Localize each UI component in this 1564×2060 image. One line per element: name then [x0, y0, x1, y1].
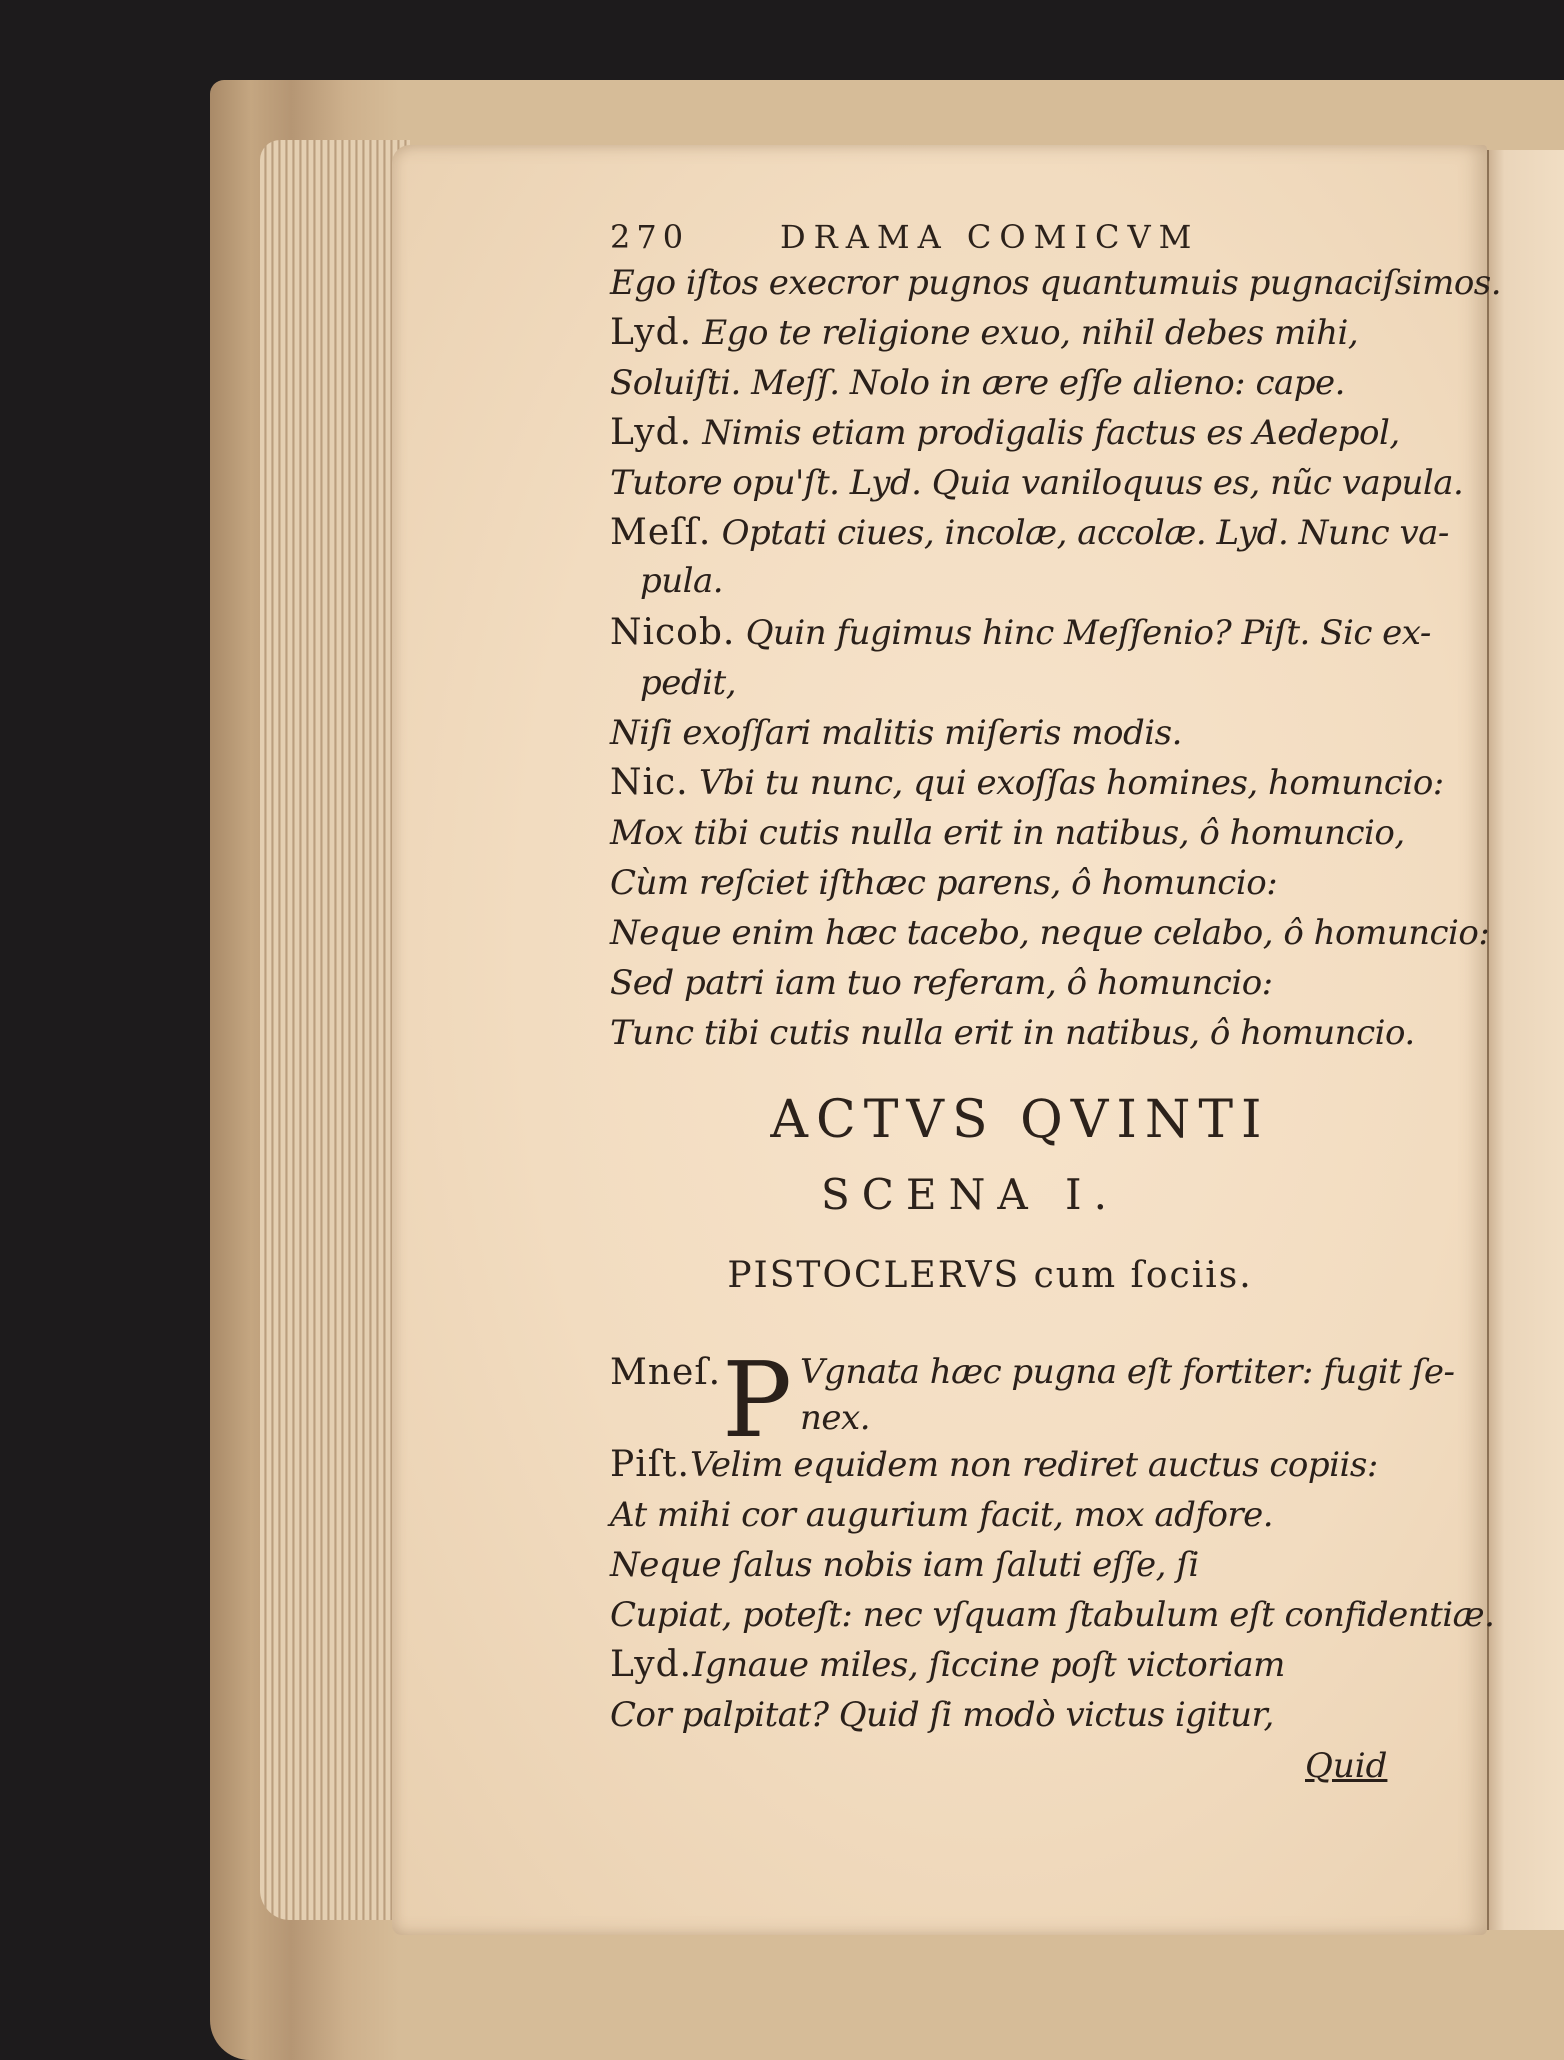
verse-line: Meſſ. Optati ciues, incolæ, accolæ. Lyd. Nunc va-	[610, 512, 1449, 553]
verse-line: Mox tibi cutis nulla erit in natibus, ô homuncio,	[610, 813, 1405, 853]
verse-line: At mihi cor augurium facit, mox adfore.	[610, 1495, 1274, 1535]
verse-line: Neque enim hæc tacebo, neque celabo, ô homuncio:	[610, 913, 1490, 953]
verse-line: nex.	[800, 1398, 871, 1438]
verse-line: Lyd. Nimis etiam prodigalis factus es Aedepol,	[610, 412, 1400, 453]
verse-line: Neque ſalus nobis iam ſaluti eſſe, ſi	[610, 1545, 1199, 1585]
page-number: 270	[610, 218, 690, 256]
verse-line: pula.	[640, 561, 724, 601]
verse-line: Niſi exoſſari malitis miſeris modis.	[610, 713, 1182, 753]
verse-line: Sed patri iam tuo referam, ô homuncio:	[610, 963, 1273, 1003]
verse-line: Lyd. Ego te religione exuo, nihil debes mihi,	[610, 312, 1359, 353]
verse-line: Nicob. Quin fugimus hinc Meſſenio? Piſt. Sic ex-	[610, 612, 1431, 653]
page-header	[610, 218, 1230, 262]
verse-line: Lyd.Ignaue miles, ſiccine poſt victoriam	[610, 1644, 1285, 1685]
facing-page-edge	[1487, 150, 1564, 1930]
act-title: ACTVS QVINTI	[770, 1090, 1270, 1150]
verse-line: Soluiſti. Meſſ. Nolo in ære eſſe alieno: cape.	[610, 363, 1345, 403]
verse-line: Vgnata hæc pugna eſt fortiter: fugit ſe-	[800, 1352, 1455, 1392]
verse-line: Tutore opu'ſt. Lyd. Quia vaniloquus es, nũc vapula.	[610, 463, 1464, 503]
page-edges	[260, 140, 410, 1920]
verse-line: Nic. Vbi tu nunc, qui exoſſas homines, homuncio:	[610, 762, 1444, 803]
verse-line: Ego iſtos execror pugnos quantumuis pugnaciſsimos.	[610, 263, 1502, 303]
verse-line: Cor palpitat? Quid ſi modò victus igitur,	[610, 1695, 1274, 1735]
scene-title: SCENA I.	[821, 1170, 1119, 1219]
verse-line: Piſt.Velim equidem non rediret auctus copiis:	[610, 1444, 1378, 1485]
drop-capital: P	[722, 1339, 792, 1461]
dramatis-personae: PISTOCLERVS cum ſociis.	[727, 1255, 1253, 1296]
running-title: DRAMA COMICVM	[780, 218, 1200, 256]
verse-line: Tunc tibi cutis nulla erit in natibus, ô homuncio.	[610, 1013, 1415, 1053]
catchword: Quid	[1305, 1746, 1388, 1786]
verse-line: Mneſ.	[610, 1352, 722, 1393]
verse-line: pedit,	[640, 663, 736, 703]
verse-line: Cupiat, poteſt: nec vſquam ſtabulum eſt confidentiæ.	[610, 1595, 1495, 1635]
verse-line: Cùm reſciet iſthæc parens, ô homuncio:	[610, 863, 1278, 903]
